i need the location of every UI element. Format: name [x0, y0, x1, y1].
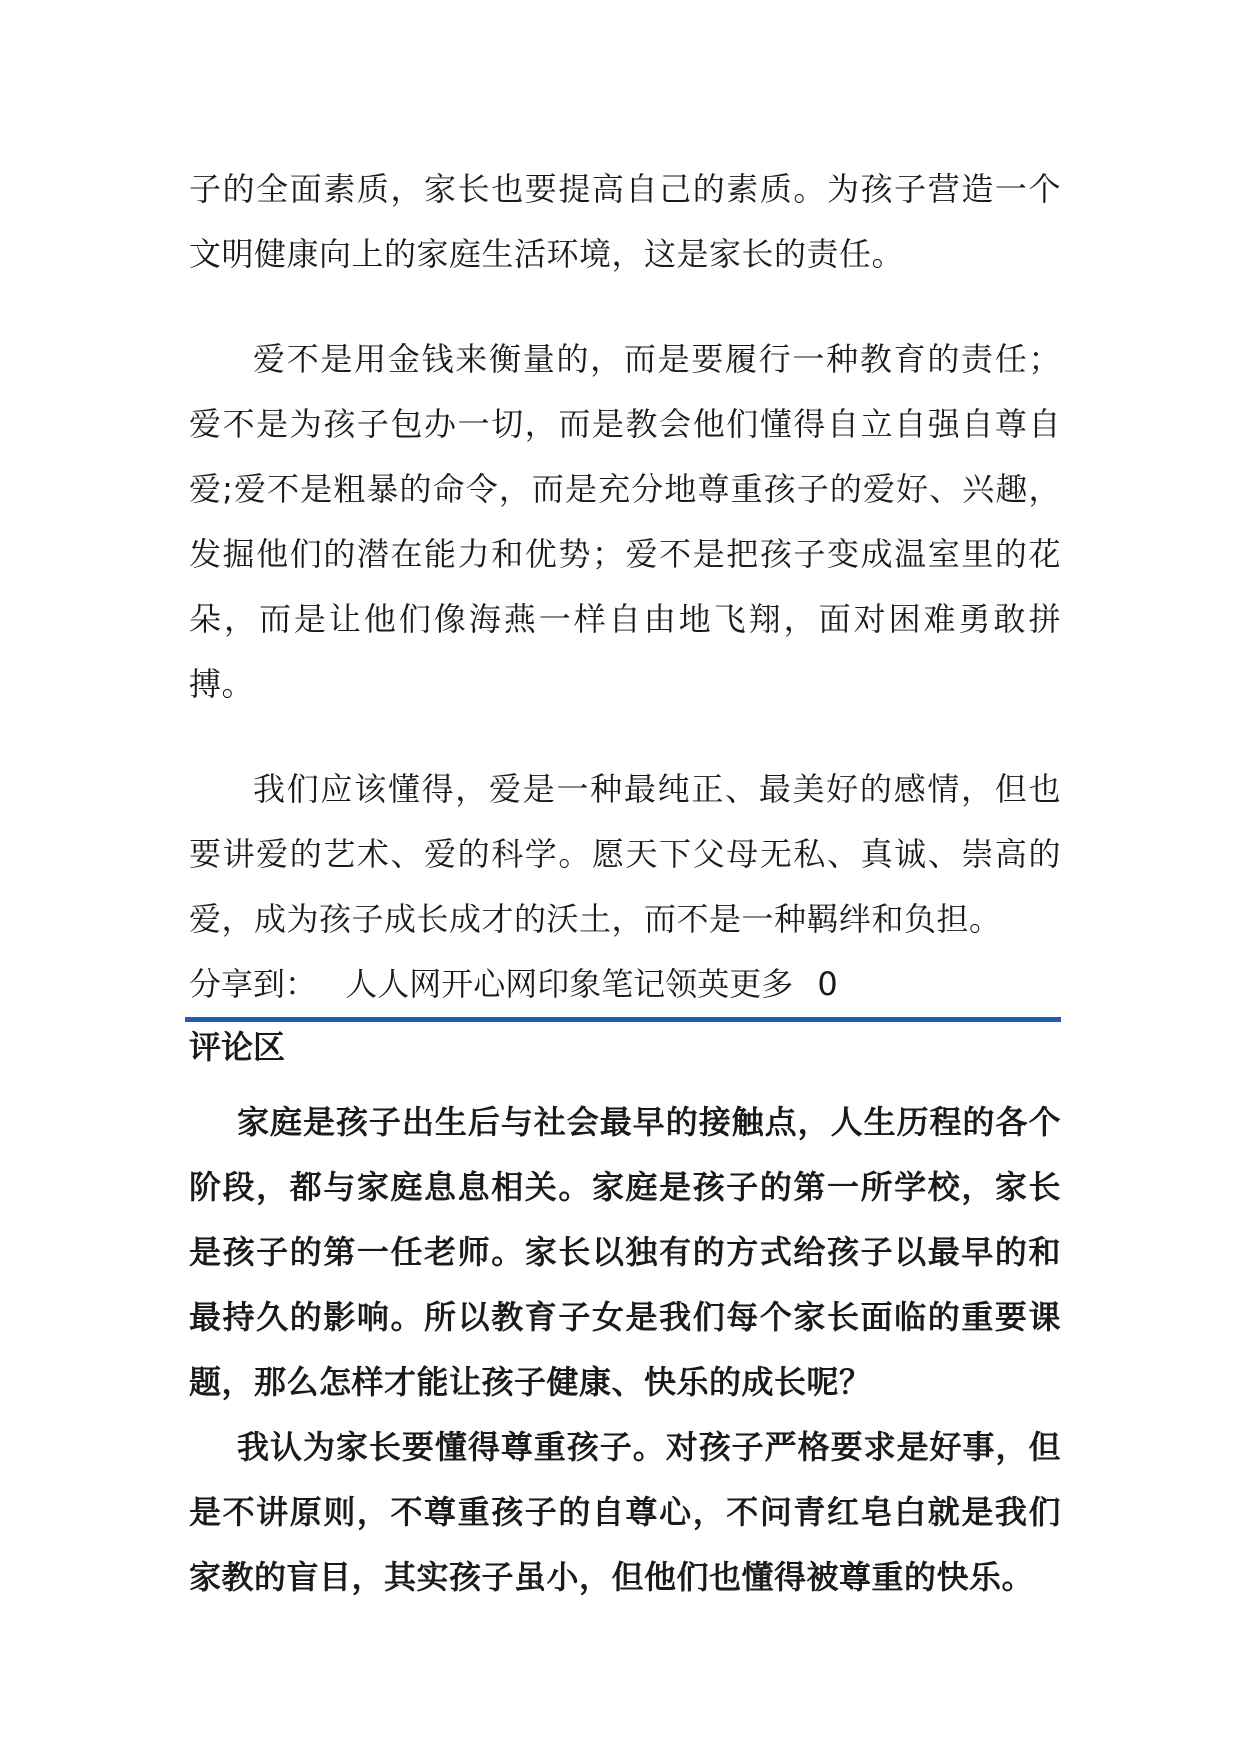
article-paragraph-1: 子的全面素质，家长也要提高自己的素质。为孩子营造一个文明健康向上的家庭生活环境，这是家长的责任。 [189, 170, 1061, 273]
share-count: 0 [817, 965, 838, 1003]
comment-section-title: 评论区 [189, 1028, 286, 1066]
share-label: 分享到： [189, 965, 318, 1003]
article-paragraph-3: 我们应该懂得，爱是一种最纯正、最美好的感情，但也要讲爱的艺术、爱的科学。愿天下父母无私、真诚、崇高的爱，成为孩子成长成才的沃土，而不是一种羁绊和负担。 [189, 770, 1061, 938]
comment-paragraph-2: 我认为家长要懂得尊重孩子。对孩子严格要求是好事，但是不讲原则，不尊重孩子的自尊心，不问青红皂白就是我们家教的盲目，其实孩子虽小，但他们也懂得被尊重的快乐。 [189, 1428, 1061, 1596]
comment-divider [185, 1017, 1061, 1022]
share-bar [189, 952, 1061, 1017]
share-links[interactable]: 人人网开心网印象笔记领英更多 [345, 965, 794, 1003]
comment-paragraph-1: 家庭是孩子出生后与社会最早的接触点，人生历程的各个阶段，都与家庭息息相关。家庭是孩子的第一所学校，家长是孩子的第一任老师。家长以独有的方式给孩子以最早的和最持久的影响。所以教育子女是我们每个家长面临的重要课题，那么怎样才能让孩子健康、快乐的成长呢？ [189, 1103, 1061, 1401]
article-content [189, 157, 1061, 1077]
comment-body [189, 1090, 1061, 1610]
article-paragraph-2: 爱不是用金钱来衡量的，而是要履行一种教育的责任；爱不是为孩子包办一切，而是教会他们懂得自立自强自尊自爱;爱不是粗暴的命令，而是充分地尊重孩子的爱好、兴趣，发掘他们的潜在能力和优势；爱不是把孩子变成温室里的花朵，而是让他们像海燕一样自由地飞翔，面对困难勇敢拼搏。 [189, 340, 1061, 703]
